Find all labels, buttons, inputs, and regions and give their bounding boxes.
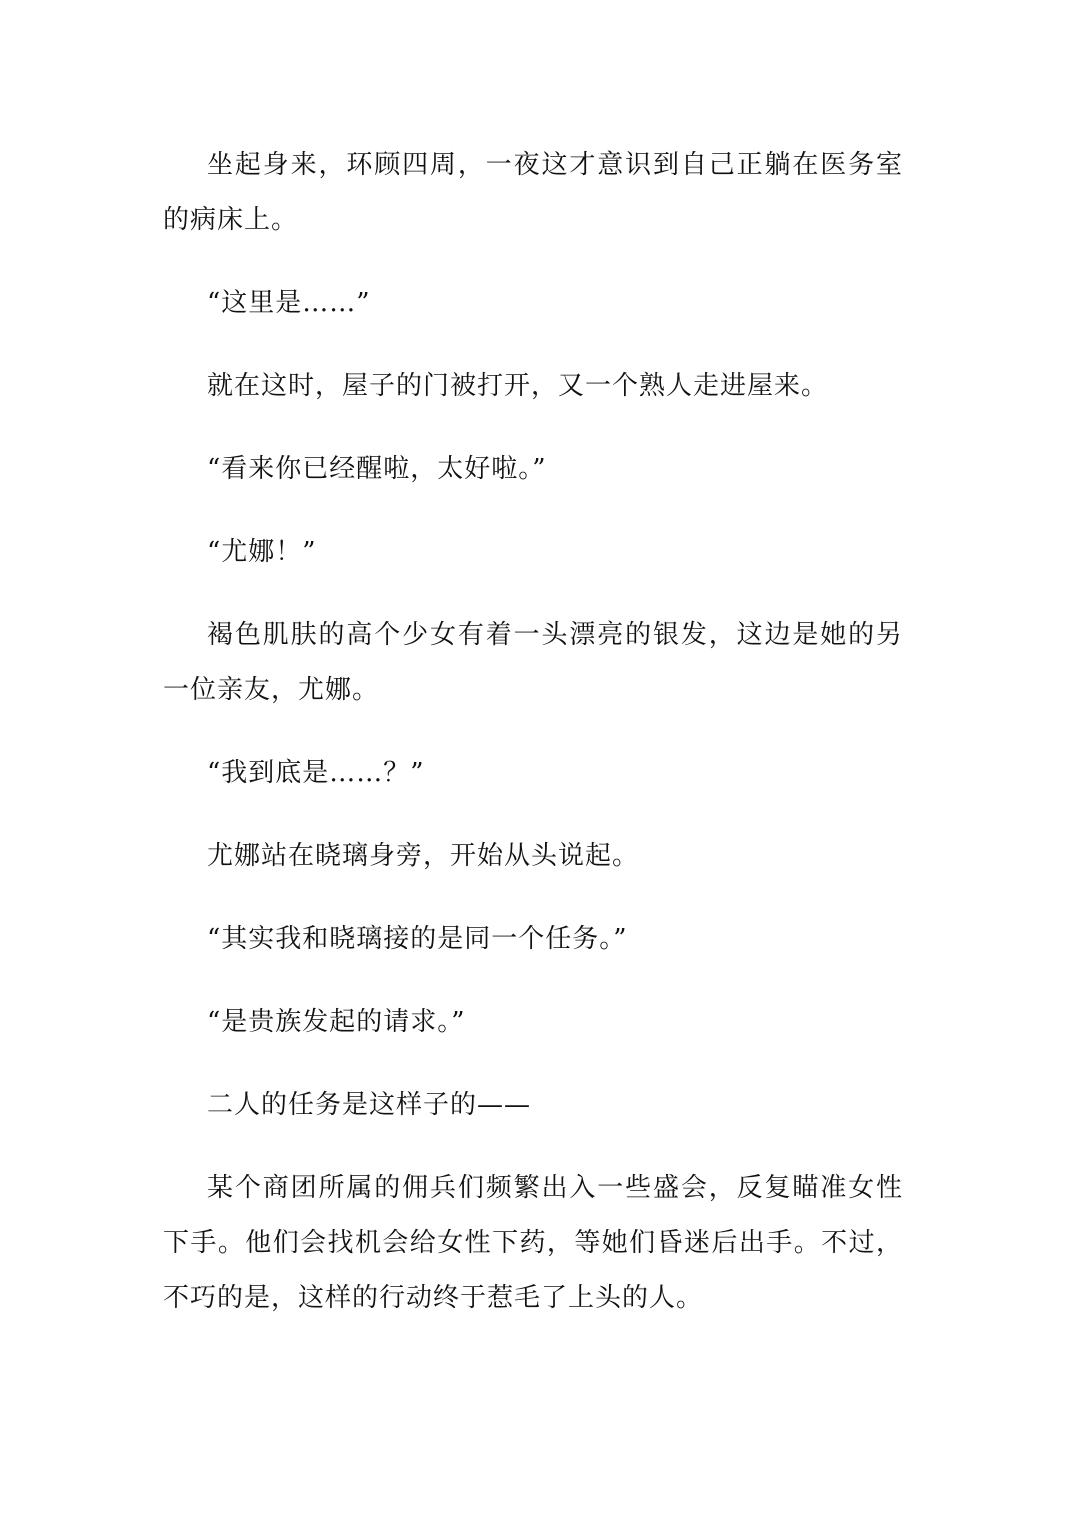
paragraph-7: “我到底是……？” [207,758,425,788]
paragraph-10: “是贵族发起的请求。” [207,1007,466,1037]
text-body [163,138,903,1354]
paragraph-11: 二人的任务是这样子的—— [207,1090,532,1120]
paragraph-2: “这里是……” [207,288,371,318]
paragraph-5: “尤娜！” [207,537,317,567]
paragraph-12: 某个商团所属的佣兵们频繁出入一些盛会，反复瞄准女性下手。他们会找机会给女性下药，等她们昏迷后出手。不过，不巧的是，这样的行动终于惹毛了上头的人。 [163,1173,903,1313]
paragraph-4: “看来你已经醒啦，太好啦。” [207,454,547,484]
paragraph-6: 褐色肌肤的高个少女有着一头漂亮的银发，这边是她的另一位亲友，尤娜。 [163,620,903,705]
paragraph-3: 就在这时，屋子的门被打开，又一个熟人走进屋来。 [207,371,829,401]
paragraph-9: “其实我和晓璃接的是同一个任务。” [207,924,628,954]
paragraph-8: 尤娜站在晓璃身旁，开始从头说起。 [207,841,640,871]
paragraph-1: 坐起身来，环顾四周，一夜这才意识到自己正躺在医务室的病床上。 [163,150,903,235]
